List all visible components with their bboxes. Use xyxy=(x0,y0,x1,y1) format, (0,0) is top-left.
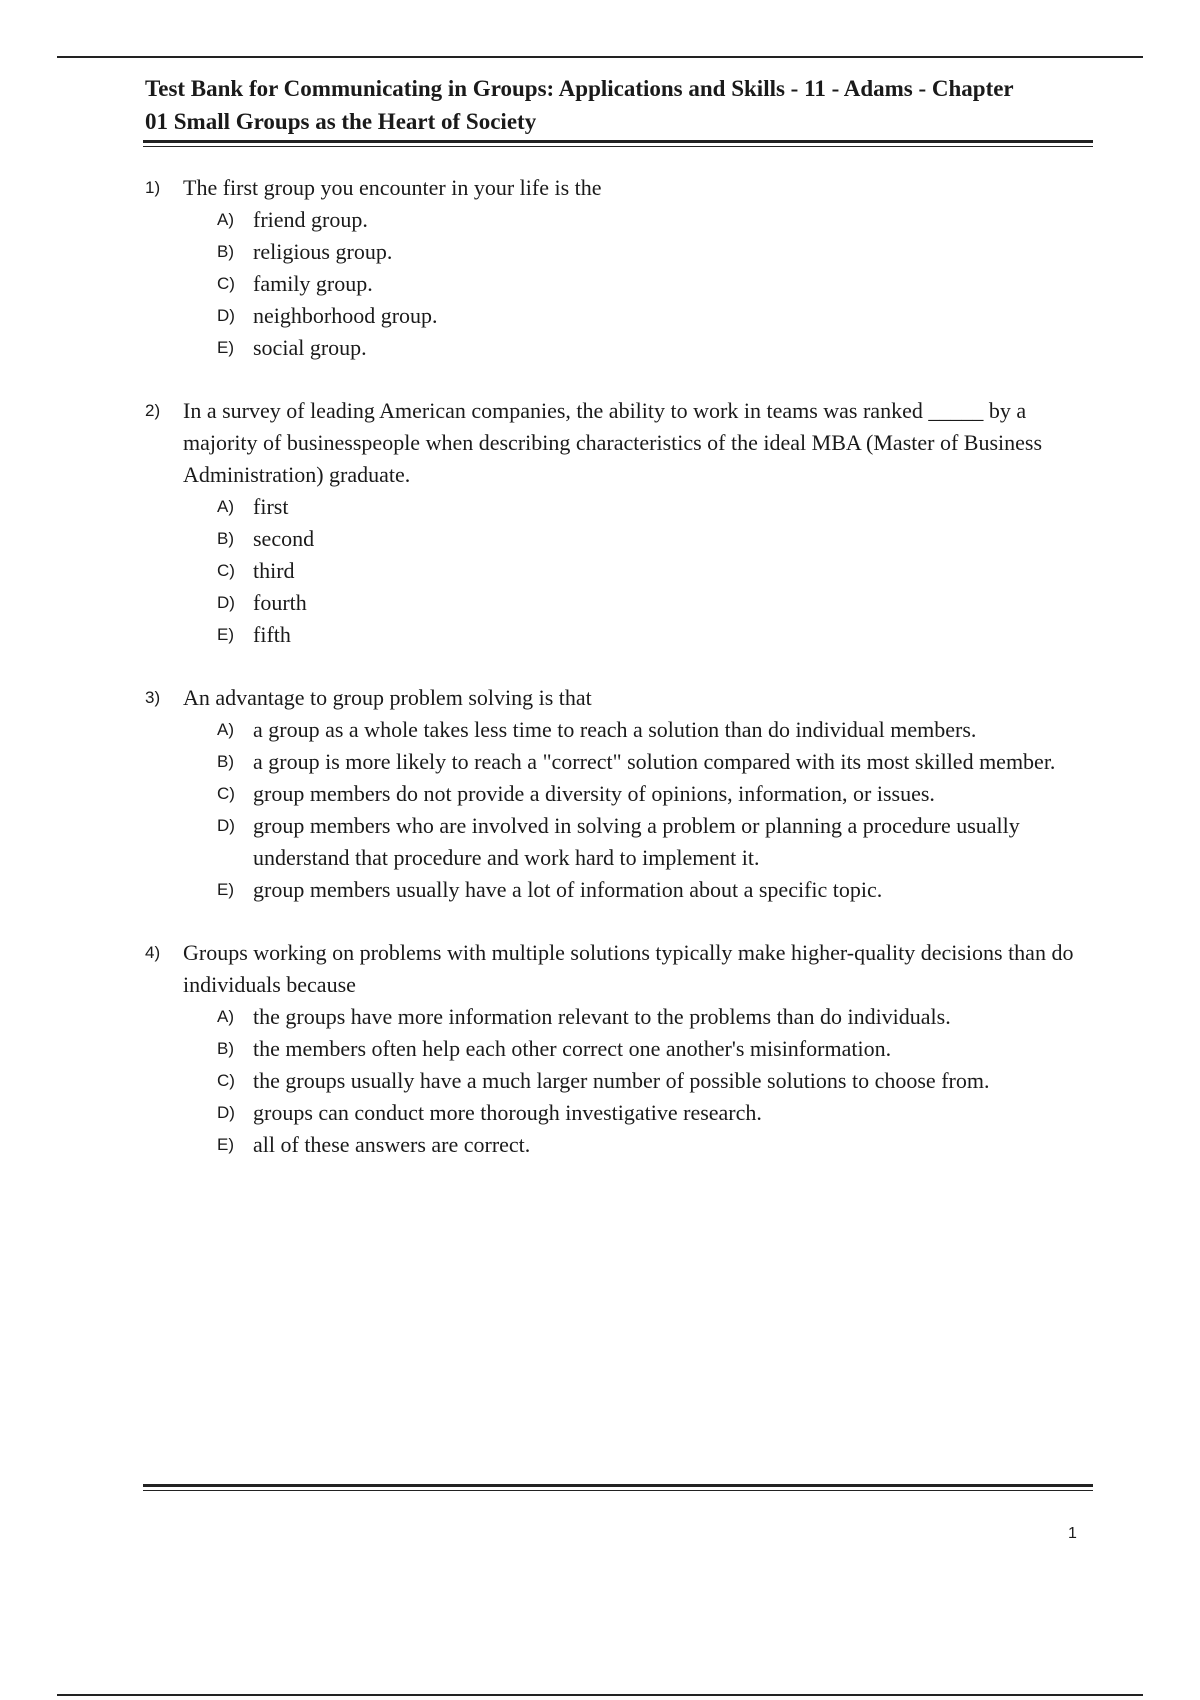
document-title xyxy=(145,72,1095,138)
option-letter: A) xyxy=(217,210,234,229)
option-letter: E) xyxy=(217,880,234,899)
answer-options xyxy=(145,714,1095,906)
option-letter: B) xyxy=(217,1039,234,1058)
option-text: religious group. xyxy=(253,239,393,264)
answer-option-c xyxy=(217,555,1095,587)
answer-option-d xyxy=(217,300,1095,332)
option-text: fifth xyxy=(253,622,291,647)
option-letter: D) xyxy=(217,1103,235,1122)
answer-option-a xyxy=(217,1001,1095,1033)
option-letter: B) xyxy=(217,752,234,771)
option-text: the groups have more information relevant to the problems than do individuals. xyxy=(253,1004,951,1029)
option-text: neighborhood group. xyxy=(253,303,438,328)
question-list xyxy=(145,172,1095,1192)
option-text: all of these answers are correct. xyxy=(253,1132,531,1157)
answer-option-e xyxy=(217,1129,1095,1161)
option-letter: B) xyxy=(217,242,234,261)
answer-option-c xyxy=(217,1065,1095,1097)
answer-option-b xyxy=(217,236,1095,268)
option-letter: E) xyxy=(217,338,234,357)
answer-option-b xyxy=(217,523,1095,555)
question-number: 2) xyxy=(145,401,161,420)
option-text: group members usually have a lot of information about a specific topic. xyxy=(253,877,883,902)
option-text: the groups usually have a much larger number of possible solutions to choose from. xyxy=(253,1068,990,1093)
option-text: family group. xyxy=(253,271,373,296)
option-letter: C) xyxy=(217,1071,235,1090)
answer-option-b xyxy=(217,746,1095,778)
option-letter: B) xyxy=(217,529,234,548)
option-text: group members who are involved in solving a problem or planning a procedure usually understand that procedure and work hard to implement it. xyxy=(253,813,1020,870)
answer-option-b xyxy=(217,1033,1095,1065)
option-text: third xyxy=(253,558,295,583)
answer-options xyxy=(145,491,1095,651)
option-text: friend group. xyxy=(253,207,368,232)
answer-option-e xyxy=(217,332,1095,364)
page-number: 1 xyxy=(1068,1525,1077,1542)
answer-option-e xyxy=(217,874,1095,906)
header-double-rule xyxy=(143,140,1093,143)
footer-double-rule xyxy=(143,1484,1093,1487)
question-text: An advantage to group problem solving is that xyxy=(183,685,592,710)
option-letter: C) xyxy=(217,784,235,803)
option-letter: E) xyxy=(217,625,234,644)
question-1 xyxy=(145,172,1095,364)
question-3 xyxy=(145,682,1095,906)
answer-options xyxy=(145,204,1095,364)
answer-option-d xyxy=(217,810,1095,874)
option-letter: E) xyxy=(217,1135,234,1154)
option-text: fourth xyxy=(253,590,307,615)
option-letter: A) xyxy=(217,1007,234,1026)
question-number: 4) xyxy=(145,943,161,962)
option-text: second xyxy=(253,526,315,551)
question-text: Groups working on problems with multiple solutions typically make higher-quality decisions than do individuals because xyxy=(183,940,1074,997)
option-text: a group as a whole takes less time to reach a solution than do individual members. xyxy=(253,717,977,742)
answer-option-d xyxy=(217,587,1095,619)
option-letter: A) xyxy=(217,720,234,739)
answer-option-c xyxy=(217,268,1095,300)
page-top-rule xyxy=(57,56,1143,58)
option-letter: C) xyxy=(217,274,235,293)
document-title-line-2: 01 Small Groups as the Heart of Society xyxy=(145,109,537,134)
answer-options xyxy=(145,1001,1095,1161)
option-text: first xyxy=(253,494,289,519)
answer-option-d xyxy=(217,1097,1095,1129)
question-2 xyxy=(145,395,1095,651)
question-text: The first group you encounter in your life is the xyxy=(183,175,602,200)
question-4 xyxy=(145,937,1095,1161)
option-letter: D) xyxy=(217,593,235,612)
document-title-line-1: Test Bank for Communicating in Groups: Applications and Skills - 11 - Adams - Chapter xyxy=(145,76,1014,101)
option-text: social group. xyxy=(253,335,367,360)
page-bottom-rule xyxy=(57,1694,1143,1696)
option-text: group members do not provide a diversity of opinions, information, or issues. xyxy=(253,781,935,806)
answer-option-a xyxy=(217,714,1095,746)
answer-option-a xyxy=(217,491,1095,523)
answer-option-a xyxy=(217,204,1095,236)
question-number: 3) xyxy=(145,688,161,707)
option-letter: C) xyxy=(217,561,235,580)
option-text: the members often help each other correct one another's misinformation. xyxy=(253,1036,892,1061)
option-text: groups can conduct more thorough investigative research. xyxy=(253,1100,762,1125)
answer-option-e xyxy=(217,619,1095,651)
option-letter: D) xyxy=(217,816,235,835)
option-letter: D) xyxy=(217,306,235,325)
question-text: In a survey of leading American companies, the ability to work in teams was ranked _____ by a majority of businesspeople when describing characteristics of the ideal MBA (Master of Business Administration) graduate. xyxy=(183,398,1043,487)
question-number: 1) xyxy=(145,178,161,197)
option-letter: A) xyxy=(217,497,234,516)
option-text: a group is more likely to reach a "correct" solution compared with its most skilled member. xyxy=(253,749,1056,774)
answer-option-c xyxy=(217,778,1095,810)
